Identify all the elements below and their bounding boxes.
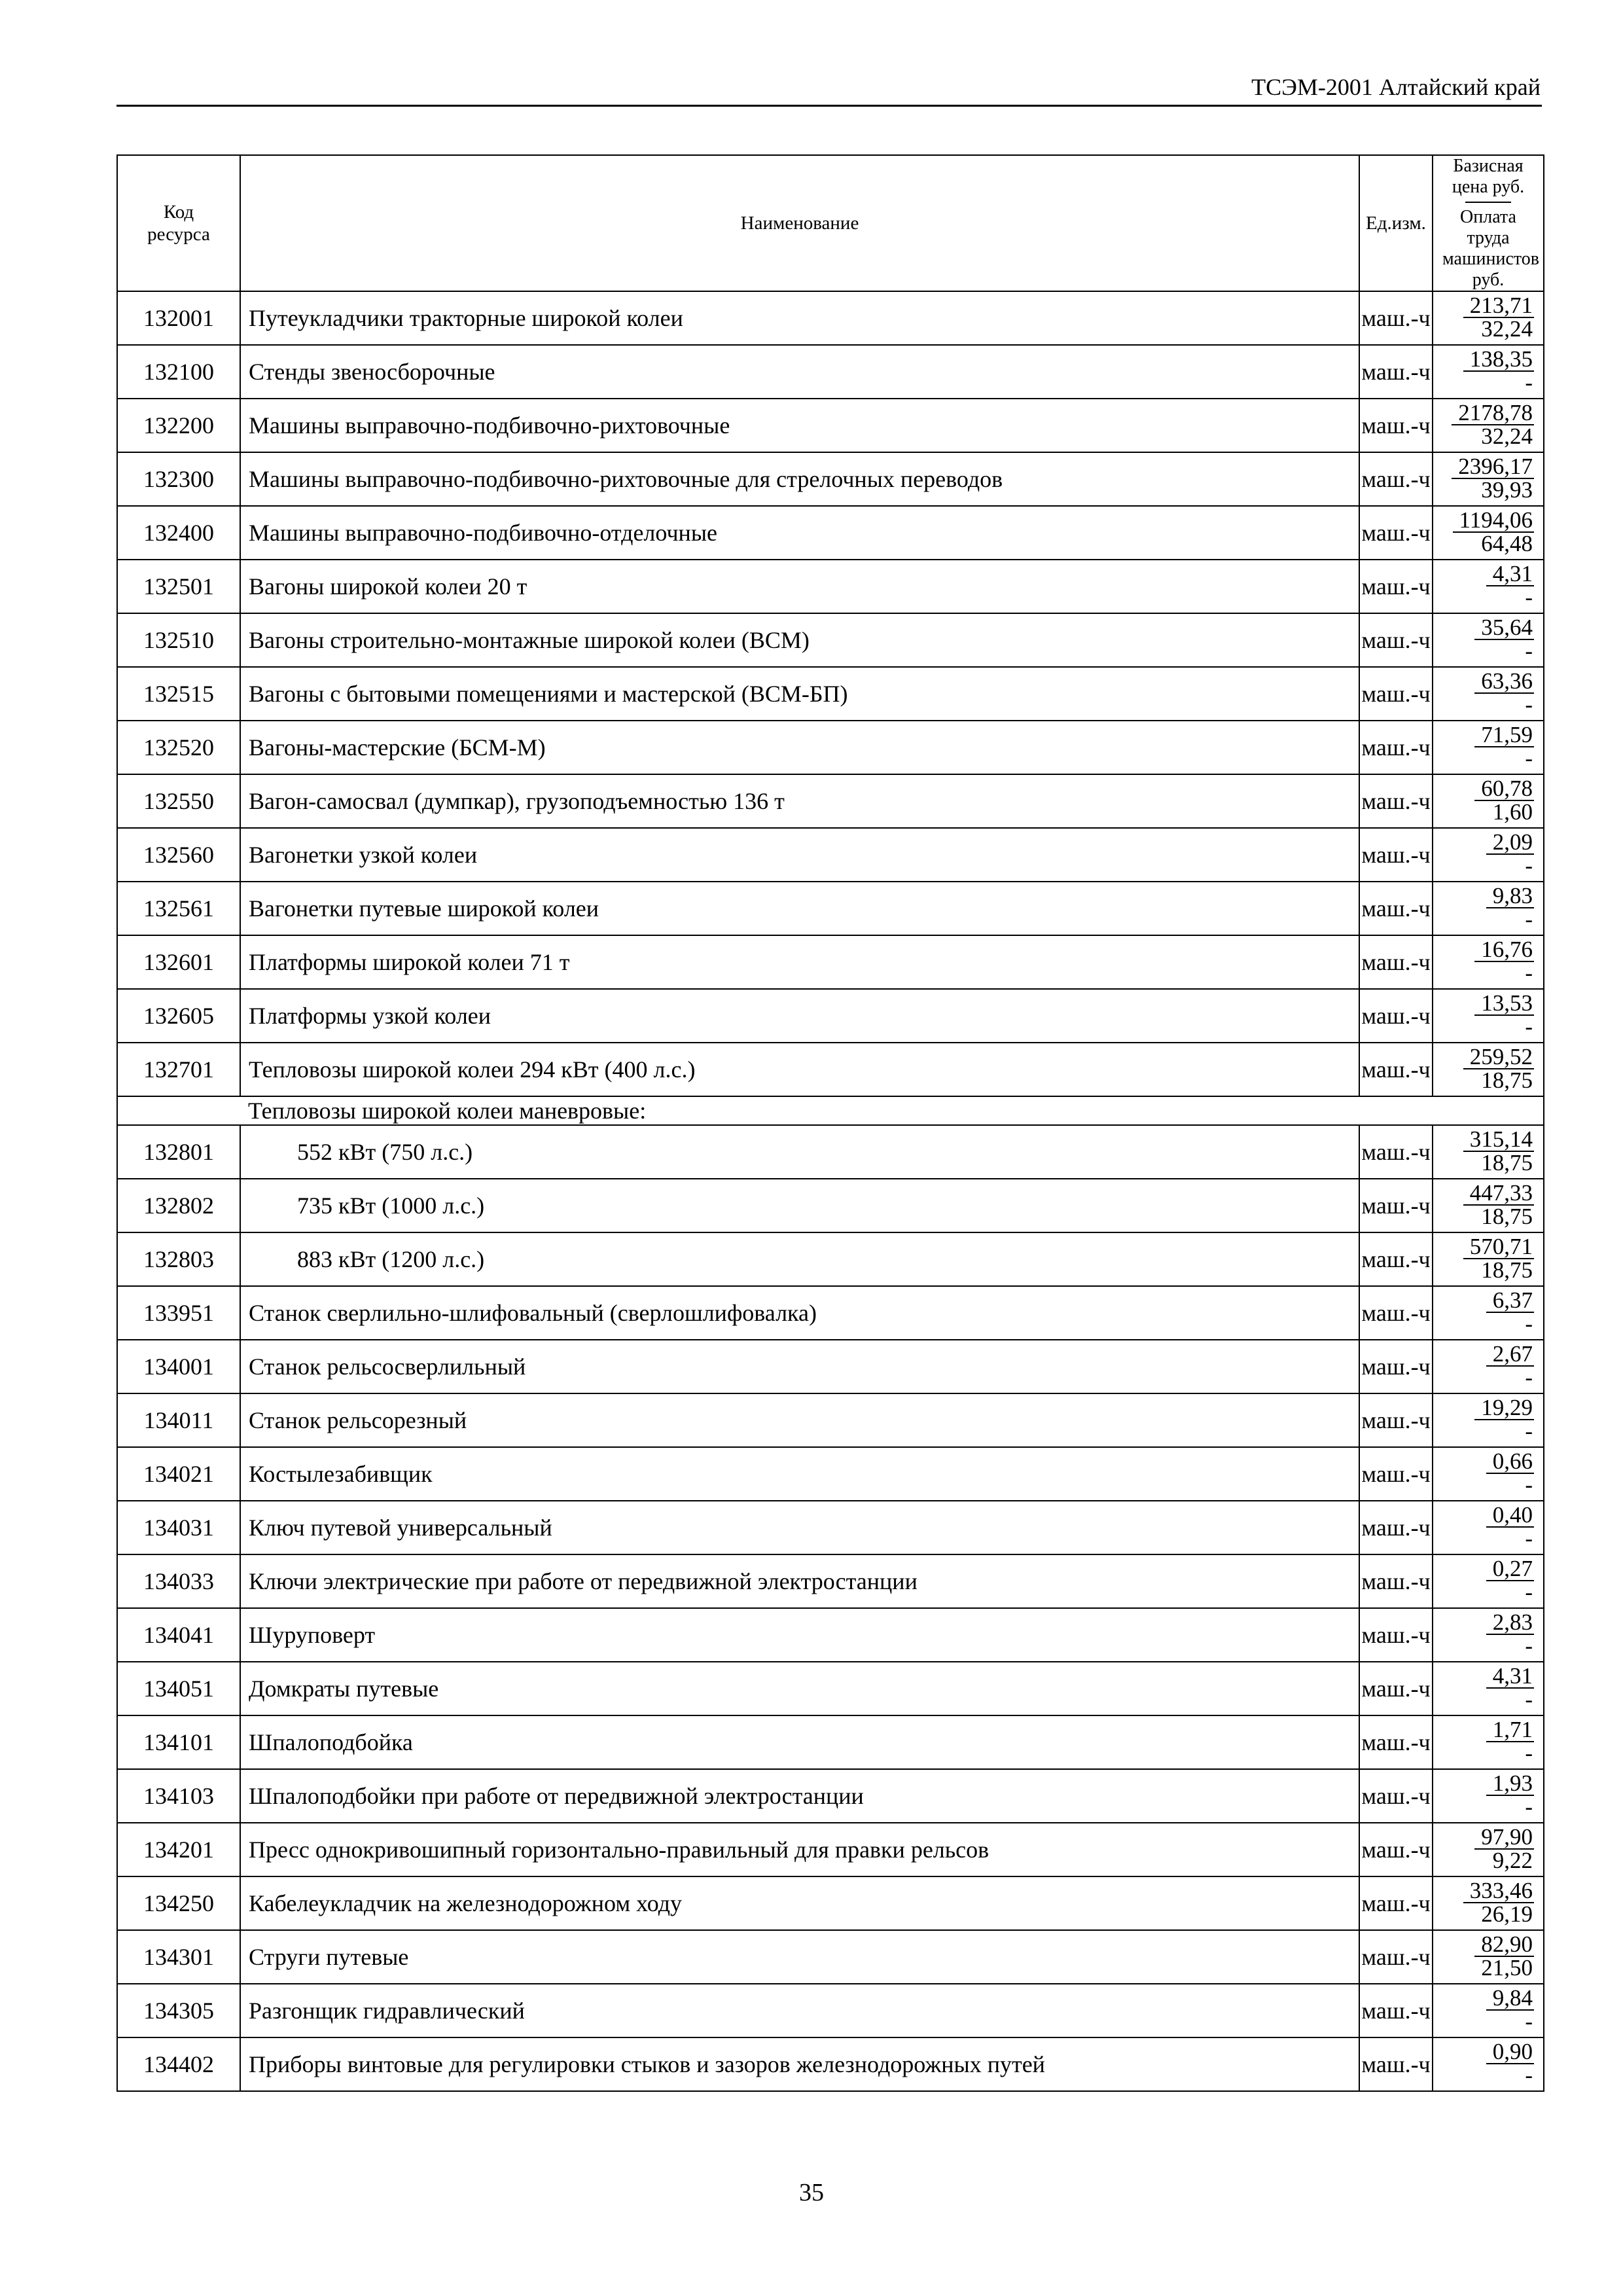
base-price: 2,09 (1486, 831, 1534, 855)
price-fraction (1474, 670, 1534, 716)
resource-code: 132501 (117, 560, 240, 613)
resource-name: Ключ путевой универсальный (240, 1501, 1359, 1554)
table-row (117, 1043, 1544, 1096)
table-row (117, 1393, 1544, 1447)
column-header-code (117, 155, 240, 291)
resource-name: Стенды звеносборочные (240, 345, 1359, 399)
operator-labor-cost: 18,75 (1481, 1150, 1533, 1175)
operator-labor-cost: 21,50 (1481, 1955, 1533, 1981)
resource-unit: маш.-ч (1359, 1232, 1433, 1286)
price-fraction (1486, 563, 1534, 609)
price-fraction (1463, 1182, 1534, 1228)
table-body (117, 291, 1544, 2091)
resource-code: 132605 (117, 989, 240, 1043)
table-row (117, 2037, 1544, 2091)
price-fraction (1486, 1343, 1534, 1389)
resource-name: Платформы широкой колеи 71 т (240, 935, 1359, 989)
resource-name: Шуруповерт (240, 1608, 1359, 1662)
table-row (117, 399, 1544, 452)
table-row (117, 345, 1544, 399)
resource-unit: маш.-ч (1359, 721, 1433, 774)
table-row (117, 774, 1544, 828)
resource-code: 134041 (117, 1608, 240, 1662)
base-price: 82,90 (1474, 1933, 1534, 1957)
resource-price-cell (1433, 1447, 1544, 1501)
price-fraction (1474, 1933, 1534, 1979)
column-header-code-label: Код ресурса (147, 202, 210, 245)
resource-unit: маш.-ч (1359, 667, 1433, 721)
resource-code: 134305 (117, 1984, 240, 2037)
resource-name: Разгонщик гидравлический (240, 1984, 1359, 2037)
resource-code: 134001 (117, 1340, 240, 1393)
resource-unit: маш.-ч (1359, 1662, 1433, 1715)
resource-price-cell (1433, 1876, 1544, 1930)
resource-name: Приборы винтовые для регулировки стыков и зазоров железнодорожных путей (240, 2037, 1359, 2091)
table-row (117, 1340, 1544, 1393)
column-header-price-bottom: Оплата труда машинистов руб. (1442, 207, 1539, 290)
resource-code: 134021 (117, 1447, 240, 1501)
operator-labor-cost: - (1525, 1014, 1533, 1039)
resource-name: Путеукладчики тракторные широкой колеи (240, 291, 1359, 345)
table-row (117, 506, 1544, 560)
price-fraction (1463, 1880, 1534, 1926)
base-price: 6,37 (1486, 1289, 1534, 1313)
base-price: 4,31 (1486, 563, 1534, 586)
resource-code: 132100 (117, 345, 240, 399)
resource-name: Станок рельсорезный (240, 1393, 1359, 1447)
price-fraction (1474, 992, 1534, 1038)
document-header-title: ТСЭМ-2001 Алтайский край (1251, 74, 1541, 100)
resource-code: 134031 (117, 1501, 240, 1554)
resource-code: 132400 (117, 506, 240, 560)
resource-code: 134250 (117, 1876, 240, 1930)
resource-code: 132550 (117, 774, 240, 828)
resource-name: Машины выправочно-подбивочно-рихтовочные (240, 399, 1359, 452)
price-fraction (1463, 1046, 1534, 1092)
operator-labor-cost: 64,48 (1481, 531, 1533, 556)
table-row (117, 828, 1544, 882)
resource-unit: маш.-ч (1359, 613, 1433, 667)
operator-labor-cost: - (1525, 960, 1533, 986)
column-header-unit: Ед.изм. (1359, 155, 1433, 291)
resource-code: 134101 (117, 1715, 240, 1769)
resource-unit: маш.-ч (1359, 1125, 1433, 1179)
resource-price-cell (1433, 1286, 1544, 1340)
column-header-price-top: Базисная цена руб. (1452, 156, 1525, 197)
column-header-price (1433, 155, 1544, 291)
resource-name: Струги путевые (240, 1930, 1359, 1984)
operator-labor-cost: 39,93 (1481, 477, 1533, 503)
resource-name: Станок сверлильно-шлифовальный (сверлошлифовалка) (240, 1286, 1359, 1340)
page-number: 35 (799, 2179, 824, 2206)
resource-code: 134051 (117, 1662, 240, 1715)
resource-name: Тепловозы широкой колеи 294 кВт (400 л.с.) (240, 1043, 1359, 1096)
table-row (117, 1232, 1544, 1286)
resource-name: Вагон-самосвал (думпкар), грузоподъемностью 136 т (240, 774, 1359, 828)
resource-unit: маш.-ч (1359, 1554, 1433, 1608)
resource-code: 134103 (117, 1769, 240, 1823)
resource-code: 132701 (117, 1043, 240, 1096)
resource-name: Шпалоподбойки при работе от передвижной электростанции (240, 1769, 1359, 1823)
table-row (117, 1554, 1544, 1608)
resource-price-cell (1433, 1393, 1544, 1447)
resource-name: Машины выправочно-подбивочно-рихтовочные для стрелочных переводов (240, 452, 1359, 506)
operator-labor-cost: - (1525, 1365, 1533, 1390)
operator-labor-cost: - (1525, 584, 1533, 610)
price-fraction (1486, 1504, 1534, 1550)
resource-price-cell (1433, 452, 1544, 506)
price-fraction (1486, 1665, 1534, 1711)
price-fraction (1486, 1987, 1534, 2033)
base-price: 447,33 (1463, 1182, 1534, 1206)
resource-code: 132801 (117, 1125, 240, 1179)
table-row (117, 1447, 1544, 1501)
base-price: 2178,78 (1452, 402, 1534, 425)
resource-code: 132520 (117, 721, 240, 774)
price-fraction (1474, 1826, 1534, 1872)
resource-price-cell (1433, 399, 1544, 452)
resource-unit: маш.-ч (1359, 291, 1433, 345)
table-row (117, 1662, 1544, 1715)
resource-name: Машины выправочно-подбивочно-отделочные (240, 506, 1359, 560)
base-price: 1,93 (1486, 1772, 1534, 1796)
operator-labor-cost: 18,75 (1481, 1204, 1533, 1229)
column-header-price-divider (1465, 202, 1511, 203)
table-row (117, 1608, 1544, 1662)
resource-name: Вагоны с бытовыми помещениями и мастерской (ВСМ-БП) (240, 667, 1359, 721)
group-heading-row (117, 1096, 1544, 1125)
base-price: 1194,06 (1453, 509, 1534, 533)
price-fraction (1486, 1450, 1534, 1496)
base-price: 315,14 (1463, 1128, 1534, 1152)
table-header-row (117, 155, 1544, 291)
base-price: 35,64 (1474, 617, 1534, 640)
resource-unit: маш.-ч (1359, 1043, 1433, 1096)
operator-labor-cost: 32,24 (1481, 423, 1533, 449)
resource-code: 132200 (117, 399, 240, 452)
price-fraction (1486, 831, 1534, 877)
resource-price-cell (1433, 1232, 1544, 1286)
resource-price-cell (1433, 1662, 1544, 1715)
resource-unit: маш.-ч (1359, 1447, 1433, 1501)
price-fraction (1452, 456, 1534, 501)
price-fraction (1463, 295, 1534, 340)
price-fraction (1474, 724, 1534, 770)
operator-labor-cost: 18,75 (1481, 1067, 1533, 1093)
resource-name: Вагонетки узкой колеи (240, 828, 1359, 882)
resource-price-cell (1433, 1930, 1544, 1984)
base-price: 4,31 (1486, 1665, 1534, 1689)
column-header-name: Наименование (240, 155, 1359, 291)
resource-name: Вагоны-мастерские (БСМ-М) (240, 721, 1359, 774)
resource-name: Пресс однокривошипный горизонтально-правильный для правки рельсов (240, 1823, 1359, 1876)
header-divider (116, 105, 1542, 107)
resource-price-cell (1433, 1608, 1544, 1662)
resource-name: Костылезабивщик (240, 1447, 1359, 1501)
resource-name: Домкраты путевые (240, 1662, 1359, 1715)
resource-unit: маш.-ч (1359, 1769, 1433, 1823)
price-fraction (1486, 1772, 1534, 1818)
table-row (117, 935, 1544, 989)
resource-price-cell (1433, 721, 1544, 774)
price-fraction (1486, 1719, 1534, 1765)
price-fraction (1452, 402, 1534, 448)
table-row (117, 989, 1544, 1043)
resource-unit: маш.-ч (1359, 774, 1433, 828)
resource-code: 132510 (117, 613, 240, 667)
resource-price-cell (1433, 291, 1544, 345)
operator-labor-cost: - (1525, 2009, 1533, 2034)
table-row (117, 1876, 1544, 1930)
resource-unit: маш.-ч (1359, 1876, 1433, 1930)
resource-code: 132300 (117, 452, 240, 506)
operator-labor-cost: - (1525, 1579, 1533, 1605)
base-price: 19,29 (1474, 1397, 1534, 1420)
resource-name: Станок рельсосверлильный (240, 1340, 1359, 1393)
resource-price-cell (1433, 1823, 1544, 1876)
resource-price-cell (1433, 667, 1544, 721)
table-row (117, 1286, 1544, 1340)
operator-labor-cost: - (1525, 1311, 1533, 1336)
resource-price-cell (1433, 989, 1544, 1043)
base-price: 0,66 (1486, 1450, 1534, 1474)
operator-labor-cost: - (1525, 1740, 1533, 1766)
base-price: 570,71 (1463, 1236, 1534, 1259)
resource-name: Ключи электрические при работе от передвижной электростанции (240, 1554, 1359, 1608)
price-fraction (1474, 939, 1534, 984)
operator-labor-cost: - (1525, 1418, 1533, 1444)
operator-labor-cost: - (1525, 2062, 1533, 2088)
resource-code: 134033 (117, 1554, 240, 1608)
resource-code: 132601 (117, 935, 240, 989)
resource-unit: маш.-ч (1359, 560, 1433, 613)
operator-labor-cost: - (1525, 906, 1533, 932)
price-fraction (1474, 617, 1534, 662)
table-row (117, 1930, 1544, 1984)
resource-unit: маш.-ч (1359, 989, 1433, 1043)
resource-unit: маш.-ч (1359, 1501, 1433, 1554)
resource-code: 134011 (117, 1393, 240, 1447)
resource-price-cell (1433, 1715, 1544, 1769)
price-fraction (1486, 1558, 1534, 1604)
resource-unit: маш.-ч (1359, 935, 1433, 989)
resource-code: 132561 (117, 882, 240, 935)
resource-unit: маш.-ч (1359, 1823, 1433, 1876)
resource-code: 134402 (117, 2037, 240, 2091)
base-price: 2396,17 (1452, 456, 1534, 479)
resource-code: 132802 (117, 1179, 240, 1232)
resource-unit: маш.-ч (1359, 452, 1433, 506)
operator-labor-cost: - (1525, 1687, 1533, 1712)
base-price: 9,84 (1486, 1987, 1534, 2011)
price-fraction (1463, 1236, 1534, 1282)
resource-name: Вагоны строительно-монтажные широкой колеи (ВСМ) (240, 613, 1359, 667)
price-fraction (1486, 1289, 1534, 1335)
operator-labor-cost: 26,19 (1481, 1901, 1533, 1927)
price-fraction (1486, 1611, 1534, 1657)
base-price: 9,83 (1486, 885, 1534, 908)
table-row (117, 1501, 1544, 1554)
table-row (117, 1715, 1544, 1769)
table-row (117, 1125, 1544, 1179)
base-price: 63,36 (1474, 670, 1534, 694)
resource-unit: маш.-ч (1359, 1393, 1433, 1447)
table-row (117, 560, 1544, 613)
base-price: 71,59 (1474, 724, 1534, 747)
table-row (117, 721, 1544, 774)
table-row (117, 613, 1544, 667)
price-fraction (1474, 778, 1534, 823)
operator-labor-cost: 18,75 (1481, 1257, 1533, 1283)
resource-code: 133951 (117, 1286, 240, 1340)
resource-price-table (116, 154, 1544, 2092)
resource-name: Вагоны широкой колеи 20 т (240, 560, 1359, 613)
table-row (117, 882, 1544, 935)
base-price: 213,71 (1463, 295, 1534, 318)
operator-labor-cost: - (1525, 370, 1533, 395)
operator-labor-cost: - (1525, 1526, 1533, 1551)
table-row (117, 1823, 1544, 1876)
resource-code: 132001 (117, 291, 240, 345)
resource-unit: маш.-ч (1359, 828, 1433, 882)
resource-unit: маш.-ч (1359, 1608, 1433, 1662)
price-fraction (1463, 348, 1534, 394)
base-price: 2,67 (1486, 1343, 1534, 1367)
resource-unit: маш.-ч (1359, 1286, 1433, 1340)
resource-price-cell (1433, 1501, 1544, 1554)
resource-unit: маш.-ч (1359, 506, 1433, 560)
resource-price-cell (1433, 1125, 1544, 1179)
table-row (117, 452, 1544, 506)
operator-labor-cost: 32,24 (1481, 316, 1533, 342)
price-fraction (1486, 885, 1534, 931)
operator-labor-cost: - (1525, 692, 1533, 717)
price-fraction (1453, 509, 1534, 555)
base-price: 259,52 (1463, 1046, 1534, 1069)
resource-name: Шпалоподбойка (240, 1715, 1359, 1769)
operator-labor-cost: - (1525, 1472, 1533, 1498)
resource-name: Платформы узкой колеи (240, 989, 1359, 1043)
resource-name: Кабелеукладчик на железнодорожном ходу (240, 1876, 1359, 1930)
table-row (117, 667, 1544, 721)
base-price: 13,53 (1474, 992, 1534, 1016)
resource-name: 735 кВт (1000 л.с.) (240, 1179, 1359, 1232)
resource-unit: маш.-ч (1359, 1930, 1433, 1984)
table-row (117, 1769, 1544, 1823)
resource-price-cell (1433, 828, 1544, 882)
resource-code: 132560 (117, 828, 240, 882)
resource-price-cell (1433, 774, 1544, 828)
resource-price-cell (1433, 1340, 1544, 1393)
resource-code: 132515 (117, 667, 240, 721)
resource-unit: маш.-ч (1359, 399, 1433, 452)
group-heading: Тепловозы широкой колеи маневровые: (240, 1096, 1544, 1125)
resource-price-cell (1433, 2037, 1544, 2091)
resource-price-cell (1433, 1554, 1544, 1608)
resource-unit: маш.-ч (1359, 1984, 1433, 2037)
resource-unit: маш.-ч (1359, 1715, 1433, 1769)
resource-price-cell (1433, 1984, 1544, 2037)
resource-name: 883 кВт (1200 л.с.) (240, 1232, 1359, 1286)
resource-code: 134201 (117, 1823, 240, 1876)
resource-code: 132803 (117, 1232, 240, 1286)
price-fraction (1463, 1128, 1534, 1174)
base-price: 2,83 (1486, 1611, 1534, 1635)
table-row (117, 1984, 1544, 2037)
resource-unit: маш.-ч (1359, 1340, 1433, 1393)
resource-unit: маш.-ч (1359, 882, 1433, 935)
operator-labor-cost: 1,60 (1492, 799, 1533, 825)
resource-unit: маш.-ч (1359, 345, 1433, 399)
table-row (117, 291, 1544, 345)
base-price: 16,76 (1474, 939, 1534, 962)
base-price: 138,35 (1463, 348, 1534, 372)
base-price: 1,71 (1486, 1719, 1534, 1742)
resource-price-cell (1433, 560, 1544, 613)
operator-labor-cost: - (1525, 1633, 1533, 1659)
resource-price-cell (1433, 882, 1544, 935)
resource-price-cell (1433, 506, 1544, 560)
resource-price-cell (1433, 1179, 1544, 1232)
operator-labor-cost: - (1525, 853, 1533, 878)
resource-price-cell (1433, 345, 1544, 399)
resource-code: 134301 (117, 1930, 240, 1984)
operator-labor-cost: - (1525, 1794, 1533, 1820)
price-fraction (1486, 2041, 1534, 2087)
resource-name: 552 кВт (750 л.с.) (240, 1125, 1359, 1179)
resource-name: Вагонетки путевые широкой колеи (240, 882, 1359, 935)
resource-price-cell (1433, 1769, 1544, 1823)
resource-price-cell (1433, 935, 1544, 989)
base-price: 0,27 (1486, 1558, 1534, 1581)
base-price: 0,90 (1486, 2041, 1534, 2064)
base-price: 97,90 (1474, 1826, 1534, 1850)
table-row (117, 1179, 1544, 1232)
base-price: 0,40 (1486, 1504, 1534, 1528)
resource-price-cell (1433, 613, 1544, 667)
resource-unit: маш.-ч (1359, 1179, 1433, 1232)
operator-labor-cost: - (1525, 745, 1533, 771)
resource-price-cell (1433, 1043, 1544, 1096)
price-fraction (1474, 1397, 1534, 1443)
operator-labor-cost: - (1525, 638, 1533, 664)
operator-labor-cost: 9,22 (1492, 1848, 1533, 1873)
resource-unit: маш.-ч (1359, 2037, 1433, 2091)
group-code-empty (117, 1096, 240, 1125)
base-price: 60,78 (1474, 778, 1534, 801)
base-price: 333,46 (1463, 1880, 1534, 1903)
